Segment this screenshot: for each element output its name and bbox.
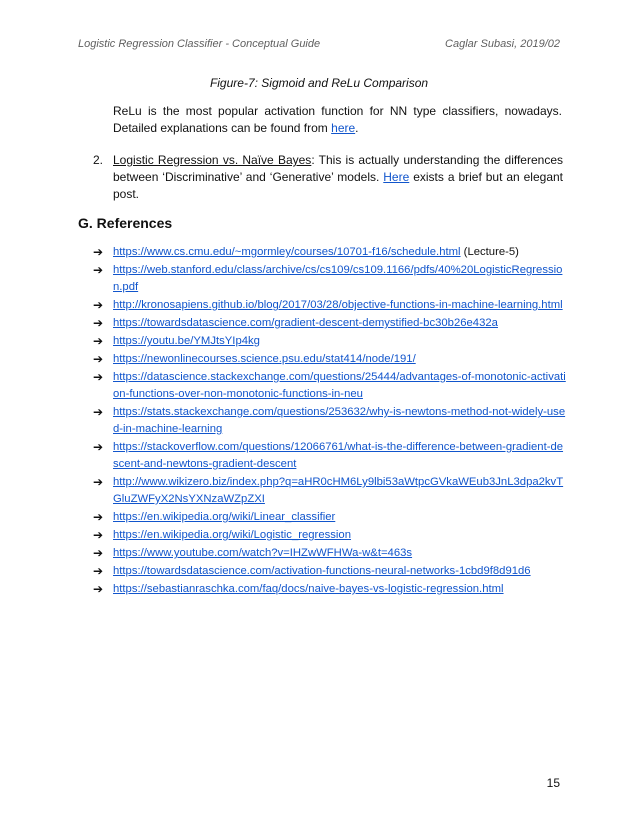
reference-link[interactable]: https://sebastianraschka.com/faq/docs/naive-bayes-vs-logistic-regression.html: [113, 583, 504, 595]
reference-item: [93, 527, 568, 544]
reference-item: [93, 581, 568, 598]
reference-item: [93, 545, 568, 562]
arrow-bullet-icon: ➔: [93, 546, 104, 560]
page-number: 15: [546, 776, 560, 790]
relu-paragraph: [113, 103, 562, 137]
arrow-bullet-icon: ➔: [93, 475, 104, 489]
reference-item: [93, 351, 568, 368]
reference-item: [93, 404, 568, 438]
item-body: [113, 152, 563, 203]
reference-link[interactable]: http://kronosapiens.github.io/blog/2017/03/28/objective-functions-in-machine-learning.html: [113, 299, 563, 311]
here-link-2[interactable]: Here: [383, 170, 410, 184]
arrow-bullet-icon: ➔: [93, 510, 104, 524]
item-title: Logistic Regression vs. Naïve Bayes: [113, 153, 312, 167]
arrow-bullet-icon: ➔: [93, 263, 104, 277]
references-list: [93, 244, 568, 599]
reference-link[interactable]: https://datascience.stackexchange.com/questions/25444/advantages-of-monotonic-activation-functions-over-non-monotonic-functions-in-neu: [113, 371, 566, 400]
reference-link[interactable]: https://en.wikipedia.org/wiki/Linear_classifier: [113, 511, 336, 523]
reference-link[interactable]: https://www.youtube.com/watch?v=IHZwWFHWa-w&t=463s: [113, 547, 413, 559]
figure-caption: Figure-7: Sigmoid and ReLu Comparison: [209, 76, 429, 90]
arrow-bullet-icon: ➔: [93, 582, 104, 596]
item-text: : This is actually understanding the differences between ‘Discriminative’ and ‘Generative’ models.: [113, 153, 563, 184]
numbered-item-2: [93, 152, 563, 203]
item-number: 2.: [93, 153, 104, 167]
header-title: Logistic Regression Classifier - Conceptual Guide: [78, 38, 321, 50]
reference-item: [93, 439, 568, 473]
arrow-bullet-icon: ➔: [93, 440, 104, 454]
reference-item: [93, 509, 568, 526]
arrow-bullet-icon: ➔: [93, 405, 104, 419]
reference-link[interactable]: https://youtu.be/YMJtsYIp4kg: [113, 335, 260, 347]
reference-link[interactable]: https://en.wikipedia.org/wiki/Logistic_regression: [113, 529, 351, 541]
relu-paragraph-end: .: [355, 121, 359, 135]
references-heading: G. References: [78, 215, 173, 231]
arrow-bullet-icon: ➔: [93, 316, 104, 330]
arrow-bullet-icon: ➔: [93, 352, 104, 366]
reference-link[interactable]: https://stackoverflow.com/questions/12066761/what-is-the-difference-between-gradient-descent-and-newtons-gradient-descent: [113, 441, 564, 470]
reference-link[interactable]: https://newonlinecourses.science.psu.edu/stat414/node/191/: [113, 353, 416, 365]
relu-paragraph-text: ReLu is the most popular activation function for NN type classifiers, nowadays. Detailed explanations can be found from: [113, 104, 562, 135]
reference-link[interactable]: https://stats.stackexchange.com/questions/253632/why-is-newtons-method-not-widely-used-in-machine-learning: [113, 406, 566, 435]
reference-item: [93, 474, 568, 508]
reference-link[interactable]: https://web.stanford.edu/class/archive/cs/cs109/cs109.1166/pdfs/40%20LogisticRegression.pdf: [113, 264, 563, 293]
here-link[interactable]: here: [331, 121, 356, 135]
reference-item: [93, 563, 568, 580]
reference-link[interactable]: https://www.cs.cmu.edu/~mgormley/courses/10701-f16/schedule.html: [113, 246, 461, 258]
page-header: [78, 38, 560, 54]
reference-link[interactable]: https://towardsdatascience.com/gradient-descent-demystified-bc30b26e432a: [113, 317, 498, 329]
reference-item: [93, 297, 568, 314]
reference-item: [93, 262, 568, 296]
arrow-bullet-icon: ➔: [93, 298, 104, 312]
arrow-bullet-icon: ➔: [93, 334, 104, 348]
reference-link[interactable]: https://towardsdatascience.com/activation-functions-neural-networks-1cbd9f8d91d6: [113, 565, 531, 577]
arrow-bullet-icon: ➔: [93, 245, 104, 259]
reference-item: [93, 369, 568, 403]
arrow-bullet-icon: ➔: [93, 528, 104, 542]
header-author-date: Caglar Subasi, 2019/02: [445, 38, 560, 50]
reference-link[interactable]: http://www.wikizero.biz/index.php?q=aHR0cHM6Ly9lbi53aWtpcGVkaWEub3JnL3dpa2kvTGluZWFyX2NsYXNzaWZpZXI: [113, 476, 564, 505]
arrow-bullet-icon: ➔: [93, 564, 104, 578]
reference-item: [93, 244, 568, 261]
reference-note: (Lecture-5): [460, 246, 519, 258]
item-end: exists a brief but an elegant post.: [113, 170, 564, 201]
reference-item: [93, 315, 568, 332]
arrow-bullet-icon: ➔: [93, 370, 104, 384]
reference-item: [93, 333, 568, 350]
